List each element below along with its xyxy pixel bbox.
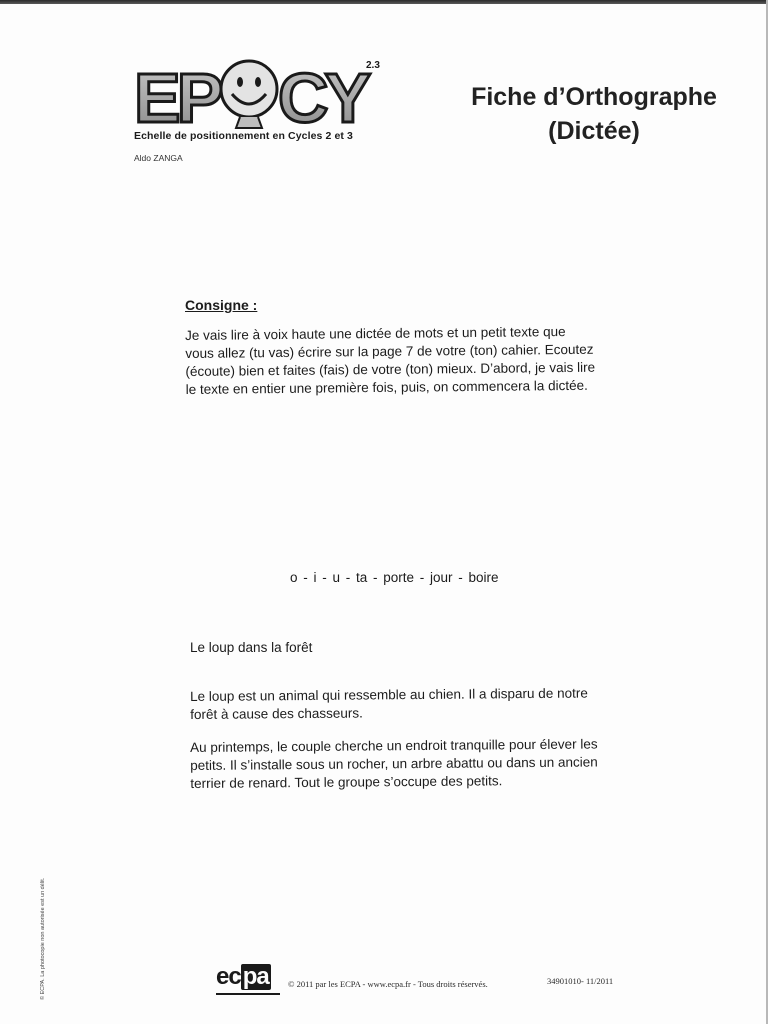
dictation-word-list: o - i - u - ta - porte - jour - boire [290, 570, 499, 585]
ecpa-logo-text-b: pa [242, 963, 269, 990]
author-name: Aldo ZANGA [134, 153, 183, 163]
story-line: terrier de renard. Tout le groupe s’occupe des petits. [190, 773, 503, 791]
story-line: forêt à cause des chasseurs. [190, 705, 363, 722]
ecpa-logo-text-a: ec [216, 963, 241, 990]
page-top-edge [0, 0, 768, 4]
consigne-line: vous allez (tu vas) écrire sur la page 7 de votre (ton) cahier. Ecoutez [185, 341, 594, 361]
ecpa-logo-underline [216, 993, 280, 995]
epocy-logo [132, 56, 392, 136]
story-line: Au printemps, le couple cherche un endroit tranquille pour élever les [190, 736, 598, 755]
consigne-heading: Consigne : [185, 297, 258, 313]
story-title: Le loup dans la forêt [190, 640, 313, 655]
page-title [436, 80, 752, 148]
epocy-logo-graphic [132, 56, 392, 136]
logo-letters-ep: EP [134, 59, 220, 136]
story-paragraph-2 [190, 735, 668, 793]
consigne-line: (écoute) bien et faites (fais) de votre (ton) mieux. D’abord, je vais lire [185, 359, 596, 379]
footer-code: 34901010- 11/2011 [547, 976, 614, 986]
story-line: petits. Il s’installe sous un rocher, un arbre abattu ou dans un ancien [190, 754, 598, 773]
story-line: Le loup est un animal qui ressemble au chien. Il a disparu de notre [190, 685, 588, 704]
title-line-2: (Dictée) [548, 117, 640, 145]
smiley-icon [221, 61, 277, 128]
consigne-line: Je vais lire à voix haute une dictée de mots et un petit texte que [185, 324, 566, 343]
ecpa-logo [216, 963, 271, 991]
logo-letters-cy: CY [278, 59, 368, 136]
consigne-line: le texte en entier une première fois, puis, on commencera la dictée. [185, 377, 588, 397]
logo-version: 2.3 [366, 60, 380, 71]
logo-caption: Echelle de positionnement en Cycles 2 et 3 [134, 130, 353, 142]
story-paragraph-1 [190, 684, 668, 724]
consigne-paragraph [185, 322, 664, 399]
footer-copyright: © 2011 par les ECPA - www.ecpa.fr - Tous droits réservés. [288, 979, 488, 989]
photocopy-notice: © ECPA. La photocopie non autorisée est un délit. [40, 877, 46, 1000]
title-line-1: Fiche d’Orthographe [471, 83, 717, 111]
